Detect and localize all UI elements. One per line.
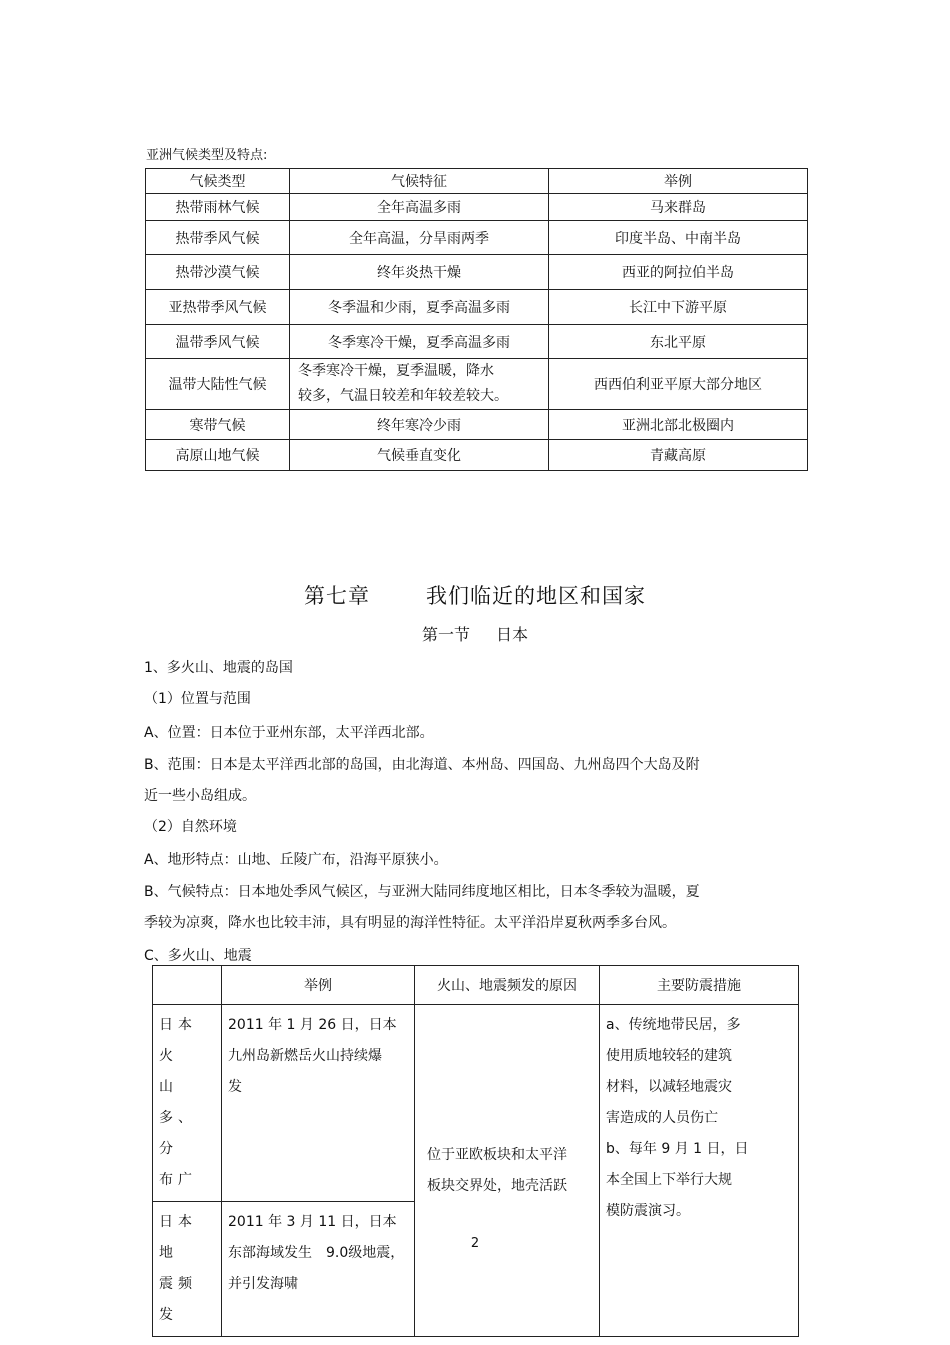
table-row: [153, 1005, 799, 1202]
table-row: [146, 221, 808, 255]
paragraph-location: A、位置：日本位于亚州东部，太平洋西北部。: [144, 725, 434, 741]
climate-type: 亚热带季风气候: [146, 290, 290, 325]
climate-example: 西亚的阿拉伯半岛: [549, 255, 808, 290]
example-line: 发: [228, 1079, 242, 1095]
table-row: [146, 440, 808, 471]
climate-feature: 冬季寒冷干燥，夏季高温多雨: [290, 325, 549, 359]
subheading-environment: （2）自然环境: [144, 819, 237, 835]
climate-type: 高原山地气候: [146, 440, 290, 471]
example-line: 并引发海啸: [228, 1276, 298, 1292]
subheading-location: （1）位置与范围: [144, 691, 251, 707]
measure-line: 本全国上下举行大规: [606, 1172, 732, 1188]
label-line: 震频发: [159, 1276, 197, 1323]
measure-line: a、传统地带民居，多: [606, 1017, 741, 1033]
cause-cell: [415, 1005, 600, 1337]
measure-line: 材料，以减轻地震灾: [606, 1079, 732, 1095]
measure-line: b、每年 9 月 1 日，日: [606, 1141, 749, 1157]
header-example: 举例: [222, 966, 415, 1005]
page-number: 2: [470, 1236, 480, 1251]
volcano-example: [222, 1005, 415, 1202]
label-line: 日本火: [159, 1017, 197, 1064]
table-row: [146, 290, 808, 325]
climate-feature: 冬季温和少雨，夏季高温多雨: [290, 290, 549, 325]
section-number: 第一节: [421, 625, 470, 644]
measure-line: 模防震演习。: [606, 1203, 690, 1219]
climate-feature: 全年高温多雨: [290, 194, 549, 221]
label-line: 日本地: [159, 1214, 197, 1261]
climate-type: 热带沙漠气候: [146, 255, 290, 290]
climate-table-caption: 亚洲气候类型及特点:: [146, 148, 268, 163]
example-line: 2011 年 3 月 11 日，日本: [228, 1214, 397, 1230]
row-label-earthquake: [153, 1202, 222, 1337]
climate-feature: 终年寒冷少雨: [290, 410, 549, 440]
section-title: 日本: [496, 625, 529, 644]
row-label-volcano: [153, 1005, 222, 1202]
label-line: 布广: [159, 1172, 197, 1188]
climate-example: 亚洲北部北极圈内: [549, 410, 808, 440]
header-blank: [153, 966, 222, 1005]
header-measures: 主要防震措施: [600, 966, 799, 1005]
climate-example: 马来群岛: [549, 194, 808, 221]
climate-example: 东北平原: [549, 325, 808, 359]
table-row: [146, 359, 808, 410]
measure-line: 害造成的人员伤亡: [606, 1110, 718, 1126]
climate-type: 热带季风气候: [146, 221, 290, 255]
chapter-title: 我们临近的地区和国家: [426, 584, 646, 608]
feature-line: 冬季寒冷干燥，夏季温暖，降水: [298, 363, 494, 379]
climate-example: 印度半岛、中南半岛: [549, 221, 808, 255]
chapter-heading: [0, 580, 950, 610]
table-row: [146, 325, 808, 359]
paragraph-volcano: C、多火山、地震: [144, 948, 252, 964]
measure-line: 使用质地较轻的建筑: [606, 1048, 732, 1064]
chapter-number: 第七章: [304, 584, 370, 608]
cause-line: 位于亚欧板块和太平洋: [427, 1146, 567, 1163]
table-header-row: [146, 169, 808, 194]
climate-feature: 全年高温，分旱雨两季: [290, 221, 549, 255]
climate-table: [145, 168, 808, 471]
example-line: 东部海域发生 9.0级地震，: [228, 1245, 405, 1261]
table-row: [146, 255, 808, 290]
paragraph-range-line-1: B、范围：日本是太平洋西北部的岛国，由北海道、本州岛、四国岛、九州岛四个大岛及附: [144, 757, 700, 773]
climate-feature: 终年炎热干燥: [290, 255, 549, 290]
climate-type: 温带大陆性气候: [146, 359, 290, 410]
example-line: 2011 年 1 月 26 日，日本: [228, 1017, 397, 1033]
paragraph-climate-line-1: B、气候特点：日本地处季风气候区，与亚洲大陆同纬度地区相比，日本冬季较为温暖，夏: [144, 884, 700, 900]
climate-type: 寒带气候: [146, 410, 290, 440]
paragraph-range-line-2: 近一些小岛组成。: [144, 788, 256, 804]
measures-cell: [600, 1005, 799, 1337]
paragraph-terrain: A、地形特点：山地、丘陵广布，沿海平原狭小。: [144, 852, 448, 868]
label-line: 山多、分: [159, 1079, 197, 1157]
table-row: [146, 194, 808, 221]
header-feature: 气候特征: [290, 169, 549, 194]
header-type: 气候类型: [146, 169, 290, 194]
feature-line: 较多，气温日较差和年较差较大。: [298, 388, 508, 404]
table-header-row: [153, 966, 799, 1005]
paragraph-climate-line-2: 季较为凉爽，降水也比较丰沛，具有明显的海洋性特征。太平洋沿岸夏秋两季多台风。: [144, 915, 676, 931]
header-example: 举例: [549, 169, 808, 194]
climate-type: 热带雨林气候: [146, 194, 290, 221]
climate-example: 青藏高原: [549, 440, 808, 471]
climate-feature: 气候垂直变化: [290, 440, 549, 471]
header-cause: 火山、地震频发的原因: [415, 966, 600, 1005]
climate-feature: [290, 359, 549, 410]
section-heading: [0, 622, 950, 645]
table-row: [146, 410, 808, 440]
climate-type: 温带季风气候: [146, 325, 290, 359]
volcano-earthquake-table: [152, 965, 799, 1337]
earthquake-example: [222, 1202, 415, 1337]
climate-example: 长江中下游平原: [549, 290, 808, 325]
climate-example: 西西伯利亚平原大部分地区: [549, 359, 808, 410]
heading-1: 1、多火山、地震的岛国: [144, 660, 293, 676]
cause-line: 板块交界处，地壳活跃: [427, 1177, 567, 1194]
example-line: 九州岛新燃岳火山持续爆: [228, 1048, 382, 1064]
